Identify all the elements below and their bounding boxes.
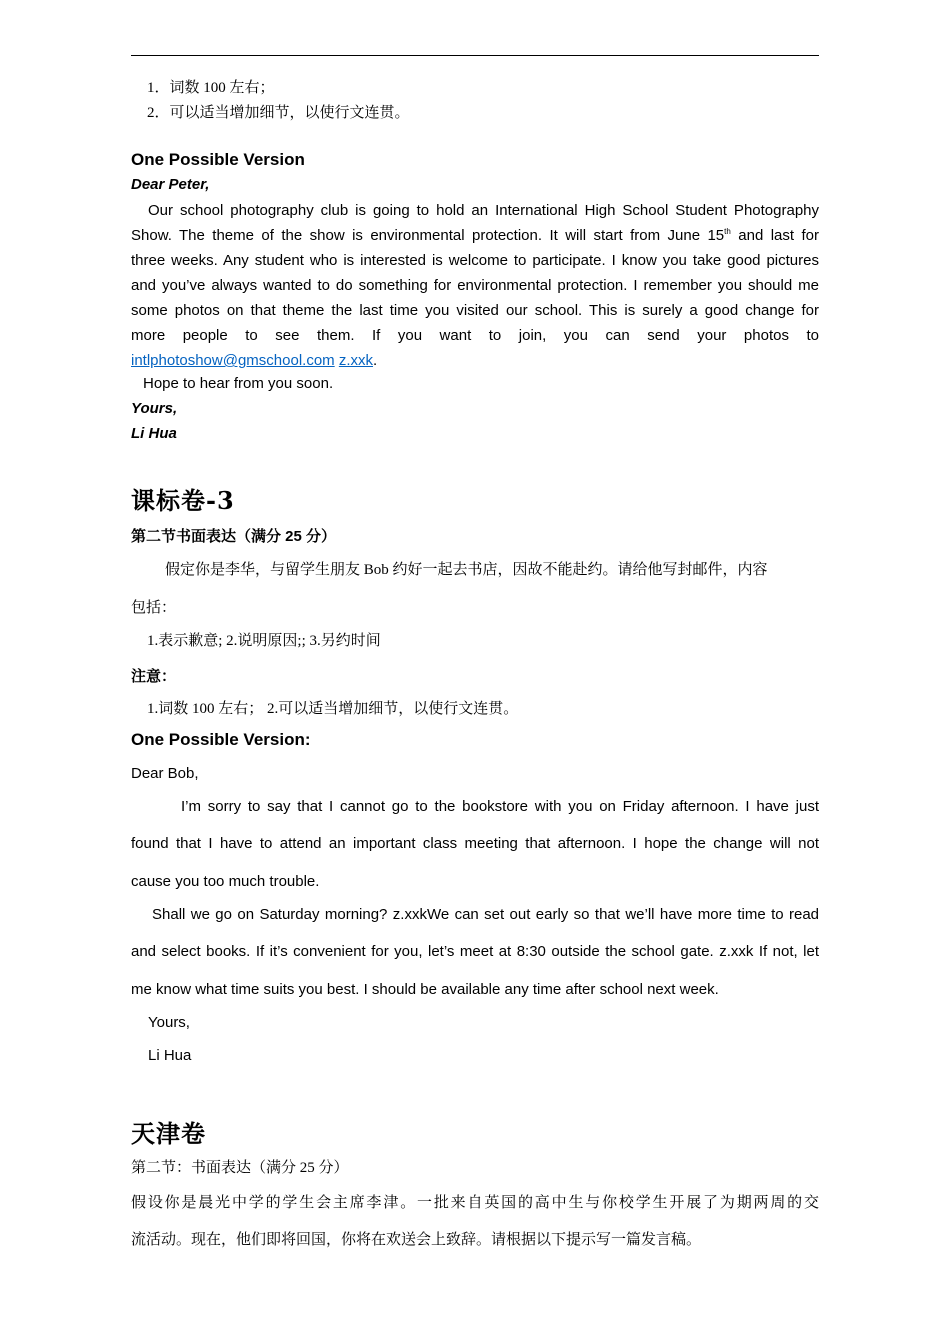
letter1-line (131, 223, 819, 248)
letter1-heading: One Possible Version (131, 150, 305, 169)
section2-notice: 1.词数 100 左右； 2.可以适当增加细节，以使行文连贯。 (147, 701, 519, 717)
header-rule (131, 55, 819, 56)
letter1-signature: Li Hua (131, 425, 177, 442)
section2-para2-line: and select books. If it’s convenient for you, let’s meet at 8:30 outside the school gate. z.xxk If not, let (131, 943, 819, 960)
section2-yours: Yours, (148, 1014, 190, 1031)
watermark-link[interactable]: z.xxk (338, 352, 374, 369)
note-2: 2．可以适当增加细节，以使行文连贯。 (147, 105, 410, 121)
letter1-body (131, 198, 819, 373)
section2-para1-line: cause you too much trouble. (131, 873, 320, 890)
section2-para2-line: Shall we go on Saturday morning? z.xxkWe can set out early so that we’ll have more time to read (152, 906, 819, 923)
section2-notice-label: 注意： (131, 668, 177, 685)
section2-title: 课标卷-3 (131, 486, 235, 515)
note-1: 1．词数 100 左右； (147, 80, 275, 96)
section2-para2-line: me know what time suits you best. I should be available any time after school next week. (131, 981, 719, 998)
letter1-line: and you’ve always wanted to do something for environmental protection. I remember you should me (131, 277, 819, 294)
letter1-line: more people to see them. If you want to join, you can send your photos to (131, 327, 819, 344)
period: . (373, 352, 378, 369)
email-link[interactable]: intlphotoshow@gmschool.com (131, 352, 335, 369)
letter1-email-line (131, 348, 819, 373)
section2-subtitle: 第二节书面表达（满分 25 分） (131, 528, 337, 545)
section2-prompt-line1: 假定你是李华，与留学生朋友 Bob 约好一起去书店，因故不能赴约。请给他写封邮件，内容 (165, 562, 768, 578)
letter1-line: Our school photography club is going to hold an International High School Student Photography (148, 202, 819, 219)
section3-title: 天津卷 (131, 1119, 206, 1148)
letter1-line: three weeks. Any student who is interested is welcome to participate. I know you take good pictures (131, 252, 819, 269)
section3-line2: 流活动。现在，他们即将回国，你将在欢送会上致辞。请根据以下提示写一篇发言稿。 (131, 1232, 702, 1248)
letter1-line: some photos on that theme the last time you visited our school. This is surely a good change for (131, 302, 819, 319)
ordinal-suffix: th (724, 227, 731, 236)
letter1-closing-line: Hope to hear from you soon. (143, 375, 334, 392)
section3-line1: 假设你是晨光中学的学生会主席李津。一批来自英国的高中生与你校学生开展了为期两周的交 (131, 1195, 819, 1211)
section2-signature: Li Hua (148, 1047, 192, 1064)
section3-subtitle: 第二节：书面表达（满分 25 分） (131, 1160, 349, 1176)
letter1-yours: Yours, (131, 400, 178, 417)
section2-version-heading: One Possible Version: (131, 730, 311, 749)
letter1-greeting: Dear Peter, (131, 176, 210, 193)
letter1-line-tail: and last for (730, 227, 819, 244)
section2-prompt-line2: 包括： (131, 600, 177, 616)
section2-points: 1.表示歉意; 2.说明原因;; 3.另约时间 (147, 633, 381, 649)
letter1-line-text: Show. The theme of the show is environmental protection. It will start from June 15 (131, 227, 725, 244)
section2-para1-line: found that I have to attend an important class meeting that afternoon. I hope the change will not (131, 835, 819, 852)
section2-greeting: Dear Bob, (131, 765, 199, 782)
section2-para1-line: I’m sorry to say that I cannot go to the bookstore with you on Friday afternoon. I have just (181, 798, 819, 815)
